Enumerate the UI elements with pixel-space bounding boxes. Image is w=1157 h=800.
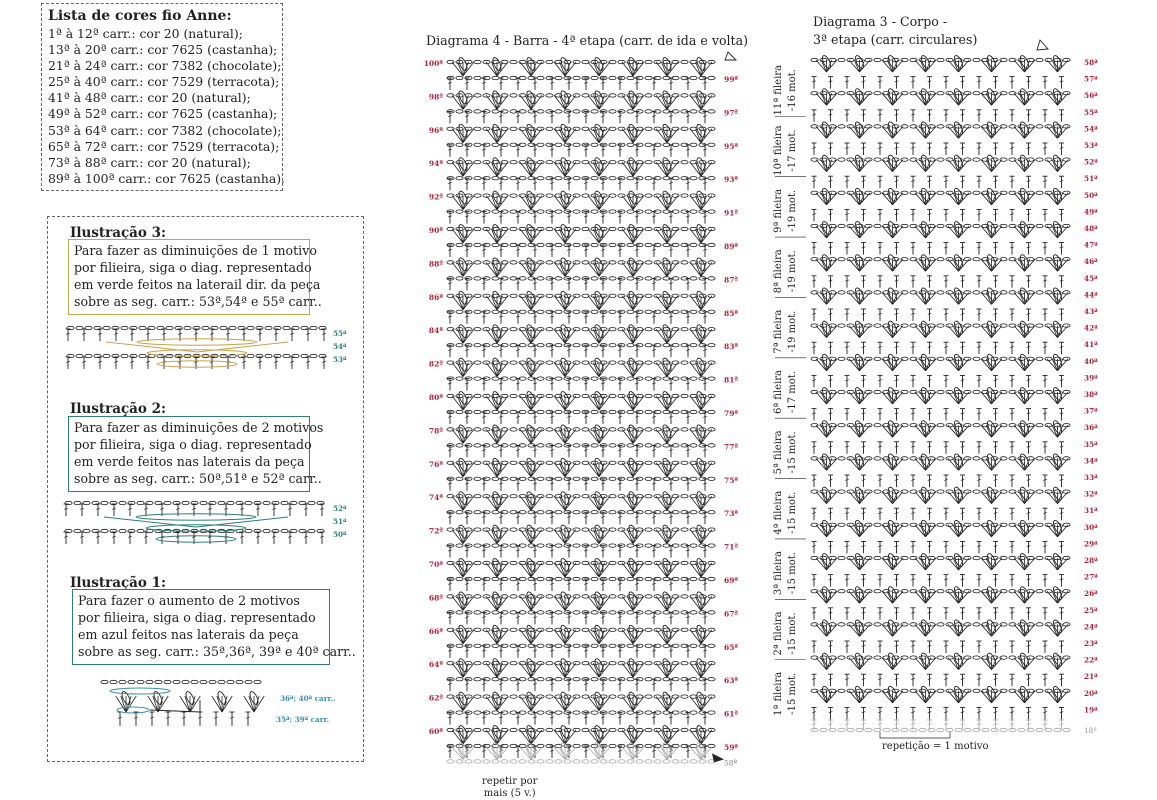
row-label-right: 73ª — [724, 509, 739, 519]
repeat-note-line: repetir por — [482, 776, 538, 787]
chain-stitch — [1027, 291, 1034, 294]
illustration-row-label: 54ª — [333, 342, 347, 351]
illustration-3-line: por filieira, siga o diag. representado — [74, 260, 312, 275]
chain-stitch — [937, 191, 944, 194]
chain-stitch — [928, 92, 935, 95]
row-label-left: 68ª — [428, 593, 443, 603]
chain-stitch — [1036, 224, 1043, 227]
chain-stitch — [1018, 324, 1025, 327]
row-label-right: 85ª — [724, 308, 739, 318]
chain-stitch — [1027, 125, 1034, 128]
chain-stitch — [874, 158, 881, 161]
fan-stitch — [1025, 60, 1030, 72]
illustration-2-line: em verde feitos nas laterais da peça — [74, 454, 305, 469]
chain-stitch — [937, 224, 944, 227]
chain-stitch — [973, 92, 980, 95]
chain-stitch — [919, 291, 926, 294]
diagram-3-title-line-1: Diagrama 3 - Corpo - — [813, 14, 948, 29]
color-list-item: 65ª à 72ª carr.: cor 7529 (terracota); — [48, 138, 280, 154]
chain-stitch — [937, 92, 944, 95]
chain-stitch — [919, 191, 926, 194]
chain-stitch — [838, 258, 845, 261]
chain-stitch — [937, 258, 944, 261]
fan-stitch — [1025, 226, 1030, 238]
chain-stitch — [973, 324, 980, 327]
color-list-item: 41ª à 48ª carr.: cor 20 (natural); — [48, 90, 251, 106]
row-label-right: 65ª — [724, 642, 739, 652]
illustration-1-line: em azul feitos nas laterais da peça — [78, 627, 299, 642]
chain-stitch — [928, 357, 935, 360]
illustration-row-label: 55ª — [333, 329, 347, 338]
chain-stitch — [937, 58, 944, 61]
chain-stitch — [1027, 58, 1034, 61]
row-label-left: 80ª — [428, 393, 443, 402]
chain-stitch — [919, 58, 926, 61]
chain-stitch — [928, 158, 935, 161]
chain-stitch — [820, 224, 827, 227]
chain-stitch — [820, 291, 827, 294]
row-label-right: 63ª — [724, 676, 739, 686]
illustration-1-line: Para fazer o aumento de 2 motivos — [78, 593, 300, 608]
chain-stitch — [874, 291, 881, 294]
fan-stitch — [1025, 160, 1030, 172]
chain-stitch — [820, 357, 827, 360]
fan-stitch — [827, 126, 832, 138]
chain-stitch — [874, 92, 881, 95]
fan-stitch — [827, 226, 832, 238]
chain-stitch — [1036, 291, 1043, 294]
chain-stitch — [838, 324, 845, 327]
chain-stitch — [820, 191, 827, 194]
color-list-item: 89ª à 100ª carr.: cor 7625 (castanha). — [48, 170, 285, 186]
row-label-right: 93ª — [724, 175, 739, 185]
chain-stitch — [874, 224, 881, 227]
fan-stitch — [926, 93, 931, 105]
fan-stitch — [1025, 126, 1030, 138]
chain-stitch — [874, 357, 881, 360]
row-label-right: 71ª — [724, 542, 739, 552]
illustration-row-label: 35ª; 39ª carr. — [276, 715, 330, 724]
chain-stitch — [937, 291, 944, 294]
color-list-item: 49ª à 52ª carr.: cor 7625 (castanha); — [48, 106, 278, 122]
chain-stitch — [820, 125, 827, 128]
chain-stitch — [1027, 324, 1034, 327]
chain-stitch — [919, 258, 926, 261]
chain-stitch — [829, 125, 836, 128]
chain-stitch — [928, 258, 935, 261]
row-label-left: 96ª — [428, 125, 443, 135]
fan-stitch — [926, 60, 931, 72]
row-label-left: 100ª — [423, 59, 443, 68]
fan-stitch — [827, 60, 832, 72]
row-label-right: 59ª — [724, 743, 739, 752]
chain-stitch — [1018, 92, 1025, 95]
row-label-left: 66ª — [428, 626, 443, 636]
fan-stitch — [1025, 292, 1030, 304]
row-label-right: 69ª — [724, 576, 739, 585]
row-label-right: 99ª — [724, 75, 739, 84]
fan-stitch — [926, 326, 931, 338]
chain-stitch — [1036, 158, 1043, 161]
color-list-item: 53ª à 64ª carr.: cor 7382 (chocolate); — [48, 122, 282, 138]
color-list-item: 25ª à 40ª carr.: cor 7529 (terracota); — [48, 74, 280, 90]
chain-stitch — [838, 291, 845, 294]
chain-stitch — [1027, 258, 1034, 261]
chain-stitch — [1018, 158, 1025, 161]
illustration-3-line: em verde feitos na laterail dir. da peça — [74, 277, 321, 292]
illustration-3-line: Para fazer as diminuições de 1 motivo — [74, 243, 317, 258]
illustration-2-title: Ilustração 2: — [70, 401, 167, 417]
chain-stitch — [1018, 224, 1025, 227]
fan-stitch — [827, 93, 832, 105]
illustration-row-label: 53ª — [333, 355, 347, 364]
illustration-1-line: por filieira, siga o diag. representado — [78, 610, 316, 625]
fan-stitch — [827, 292, 832, 304]
color-list-item: 73ª à 88ª carr.: cor 20 (natural); — [48, 154, 251, 170]
chain-stitch — [874, 324, 881, 327]
row-label-right: 91ª — [724, 208, 739, 218]
chain-stitch — [874, 58, 881, 61]
chain-stitch — [919, 324, 926, 327]
chain-stitch — [928, 224, 935, 227]
chain-stitch — [820, 92, 827, 95]
chain-stitch — [973, 258, 980, 261]
chain-stitch — [928, 58, 935, 61]
chain-stitch — [919, 224, 926, 227]
row-label-right: 67ª — [724, 609, 739, 619]
chain-stitch — [1018, 58, 1025, 61]
chain-stitch — [1036, 191, 1043, 194]
row-label-right: 81ª — [724, 375, 739, 385]
row-label-left: 90ª — [428, 226, 443, 235]
row-label-right: 95ª — [724, 141, 739, 151]
chain-stitch — [1036, 92, 1043, 95]
fan-stitch — [926, 193, 931, 205]
row-label-right: 61ª — [724, 709, 739, 719]
row-label-left: 88ª — [428, 259, 443, 269]
row-label-left: 98ª — [428, 92, 443, 102]
row-label-left: 74ª — [428, 493, 443, 503]
fan-stitch — [926, 292, 931, 304]
row-label-left: 64ª — [428, 660, 443, 670]
fan-stitch — [1025, 259, 1030, 271]
chain-stitch — [937, 125, 944, 128]
fan-stitch — [926, 160, 931, 172]
row-label-right: 83ª — [724, 342, 739, 352]
row-label-left: 62ª — [428, 693, 443, 703]
chain-stitch — [919, 92, 926, 95]
chain-stitch — [973, 224, 980, 227]
fan-stitch — [1025, 326, 1030, 338]
fan-stitch — [926, 126, 931, 138]
repeat-note-line: mais (5 v.) — [483, 788, 536, 799]
chain-stitch — [829, 291, 836, 294]
row-label-left: 60ª — [428, 727, 443, 736]
diagram-3-stitches — [811, 54, 1070, 731]
row-label-left: 84ª — [428, 326, 443, 336]
chain-stitch — [1018, 258, 1025, 261]
chain-stitch — [820, 58, 827, 61]
illustration-2-line: sobre as seg. carr.: 50ª,51ª e 52ª carr.. — [74, 471, 322, 486]
color-list-item: 1ª à 12ª carr.: cor 20 (natural); — [48, 26, 243, 41]
diagram-4-title: Diagrama 4 - Barra - 4ª etapa (carr. de ida e volta) — [426, 33, 749, 48]
illustration-row-label: 36ª; 40ª carr.. — [280, 694, 336, 703]
chain-stitch — [919, 125, 926, 128]
chain-stitch — [838, 224, 845, 227]
row-label-left: 78ª — [428, 426, 443, 436]
row-label-base: 58ª — [724, 758, 738, 768]
color-list-title: Lista de cores fio Anne: — [48, 8, 232, 24]
row-label-left: 82ª — [428, 359, 443, 369]
row-label-left: 86ª — [428, 292, 443, 302]
chain-stitch — [928, 191, 935, 194]
chain-stitch — [937, 357, 944, 360]
illustration-2-line: por filieira, siga o diag. representado — [74, 437, 312, 452]
chain-stitch — [874, 191, 881, 194]
row-label-left: 92ª — [428, 192, 443, 202]
chain-stitch — [829, 258, 836, 261]
chain-stitch — [919, 158, 926, 161]
chain-stitch — [1027, 224, 1034, 227]
illustration-2-line: Para fazer as diminuições de 2 motivos — [74, 420, 324, 435]
chain-stitch — [973, 158, 980, 161]
chain-stitch — [1018, 191, 1025, 194]
chain-stitch — [829, 58, 836, 61]
chain-stitch — [973, 125, 980, 128]
fan-stitch — [827, 326, 832, 338]
chain-stitch — [838, 125, 845, 128]
illustration-1-line: sobre as seg. carr.: 35ª,36ª, 39ª e 40ª carr.. — [78, 644, 356, 659]
chain-stitch — [874, 125, 881, 128]
chain-stitch — [820, 324, 827, 327]
illustration-row-label: 51ª — [333, 517, 347, 526]
chain-stitch — [1036, 125, 1043, 128]
row-label-right: 89ª — [724, 242, 739, 251]
chain-stitch — [937, 324, 944, 327]
illustration-3-title: Ilustração 3: — [70, 225, 167, 241]
chain-stitch — [973, 191, 980, 194]
chain-stitch — [829, 324, 836, 327]
chain-stitch — [820, 158, 827, 161]
fan-stitch — [827, 193, 832, 205]
chain-stitch — [1018, 291, 1025, 294]
chain-stitch — [829, 158, 836, 161]
chain-stitch — [937, 158, 944, 161]
chain-stitch — [1018, 125, 1025, 128]
row-label-left: 72ª — [428, 526, 443, 536]
row-label-left: 70ª — [428, 560, 443, 569]
fan-stitch — [827, 160, 832, 172]
color-list-item: 21ª à 24ª carr.: cor 7382 (chocolate); — [48, 58, 282, 74]
chain-stitch — [820, 258, 827, 261]
chain-stitch — [1027, 158, 1034, 161]
row-label-right: 87ª — [724, 275, 739, 285]
illustration-3-line: sobre as seg. carr.: 53ª,54ª e 55ª carr.. — [74, 294, 322, 309]
color-list-item: 13ª à 20ª carr.: cor 7625 (castanha); — [48, 42, 278, 58]
row-label-right: 97ª — [724, 108, 739, 118]
row-label-left: 76ª — [428, 459, 443, 469]
illustration-1-title: Ilustração 1: — [70, 575, 167, 591]
row-label-left: 94ª — [428, 159, 443, 169]
chain-stitch — [838, 357, 845, 360]
row-label-right: 75ª — [724, 475, 739, 485]
chain-stitch — [919, 357, 926, 360]
chain-stitch — [1027, 92, 1034, 95]
chain-stitch — [1027, 191, 1034, 194]
chain-stitch — [973, 58, 980, 61]
row-label-right: 79ª — [724, 409, 739, 418]
fan-stitch — [1025, 93, 1030, 105]
chain-stitch — [1036, 258, 1043, 261]
chain-stitch — [1036, 58, 1043, 61]
chain-stitch — [928, 291, 935, 294]
fan-stitch — [1025, 193, 1030, 205]
chain-stitch — [829, 357, 836, 360]
chain-stitch — [1036, 324, 1043, 327]
chain-stitch — [838, 58, 845, 61]
chain-stitch — [973, 291, 980, 294]
illustration-row-label: 50ª — [333, 530, 347, 539]
chain-stitch — [838, 158, 845, 161]
illustration-row-label: 52ª — [333, 504, 347, 513]
chain-stitch — [838, 191, 845, 194]
fan-stitch — [926, 226, 931, 238]
fan-stitch — [926, 259, 931, 271]
chain-stitch — [829, 224, 836, 227]
diagram-3-title-line-2: 3ª etapa (carr. circulares) — [813, 32, 978, 47]
fan-stitch — [827, 259, 832, 271]
row-label-right: 77ª — [724, 442, 739, 452]
chain-stitch — [838, 92, 845, 95]
chain-stitch — [829, 92, 836, 95]
chain-stitch — [829, 191, 836, 194]
chain-stitch — [928, 125, 935, 128]
chain-stitch — [874, 258, 881, 261]
chain-stitch — [928, 324, 935, 327]
